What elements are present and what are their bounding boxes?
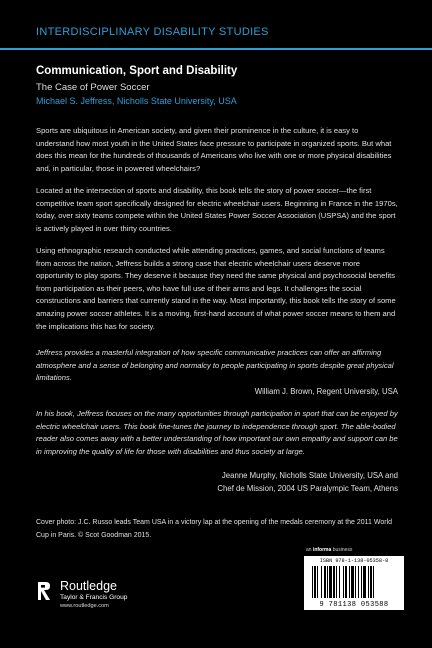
isbn-label: ISBN 978-1-138-05358-8 [319, 558, 389, 564]
description-paragraph: Located at the intersection of sports and disability, this book tells the story of power soccer—the first competitive team sport specifically designed for electric wheelchair users. Beginning in France in the 1970s, today, over sixty teams compete within the United States Power Soccer Association (USPSA) and the sport is actively played in over thirty countries. [36, 186, 398, 233]
endorsement-attribution: Jeanne Murphy, Nicholls State University, USA and [221, 471, 398, 480]
endorsement-attribution: William J. Brown, Regent University, USA [254, 387, 398, 396]
informa-prefix: an [306, 547, 312, 553]
isbn-number: 9 781138 053588 [319, 601, 389, 609]
isbn-barcode [304, 556, 404, 610]
book-title: Communication, Sport and Disability [36, 65, 238, 77]
informa-tag [306, 547, 352, 553]
endorsement-quote: In his book, Jeffress focuses on the many opportunities through participation in sport that can be enjoyed by electric wheelchair users. This book fine-tunes the journey to independence through sport. The able-bodied reader also comes away with a better understanding of how important our own empathy and support can be in improving the quality of life for those with disabilities and thus society at large. [36, 409, 398, 456]
description-paragraph: Sports are ubiquitous in American society, and given their prominence in the culture, it is easy to understand how most youth in the United States face pressure to participate in organized sports. But what does this mean for the hundreds of thousands of Americans who live with one or more physical disabilities and, in particular, those in powered wheelchairs? [36, 126, 392, 173]
routledge-logo-icon [36, 580, 52, 602]
publisher-url: www.routledge.com [60, 603, 109, 609]
cover-credit: Cover photo: J.C. Russo leads Team USA in a victory lap at the opening of the medals ceremony at the 2011 World Cup in Paris. © Scot Goodman 2015. [36, 519, 393, 539]
book-author: Michael S. Jeffress, Nicholls State University, USA [36, 96, 237, 106]
publisher-name: Routledge [60, 579, 117, 593]
endorsement-attribution: Chef de Mission, 2004 US Paralympic Team, Athens [217, 484, 398, 493]
publisher-group: Taylor & Francis Group [60, 594, 128, 601]
series-title: INTERDISCIPLINARY DISABILITY STUDIES [36, 26, 269, 38]
series-rule [0, 48, 432, 50]
informa-suffix: business [332, 547, 353, 553]
description-paragraph: Using ethnographic research conducted while attending practices, games, and social functions of teams from across the nation, Jeffress builds a strong case that electric wheelchair users deserve more opportunity to play sports. They deserve it because they need the same physical and psychosocial benefits from participation as their peers, who have full use of their arms and legs. It challenges the social constructions and barriers that currently stand in the way. Most importantly, this book tells the story of some amazing power soccer athletes. It is a moving, first-hand account of what power soccer means to them and the implications this has for society. [36, 246, 396, 331]
book-subtitle: The Case of Power Soccer [36, 82, 150, 93]
publisher-block [60, 580, 127, 610]
barcode-bars [312, 566, 400, 598]
informa-brand: informa [312, 547, 332, 553]
endorsement-quote: Jeffress provides a masterful integration of how specific communicative practices can offer an affirming atmosphere and a sense of belonging and normalcy to people participating in sports despite great physical limitations. [36, 348, 394, 383]
